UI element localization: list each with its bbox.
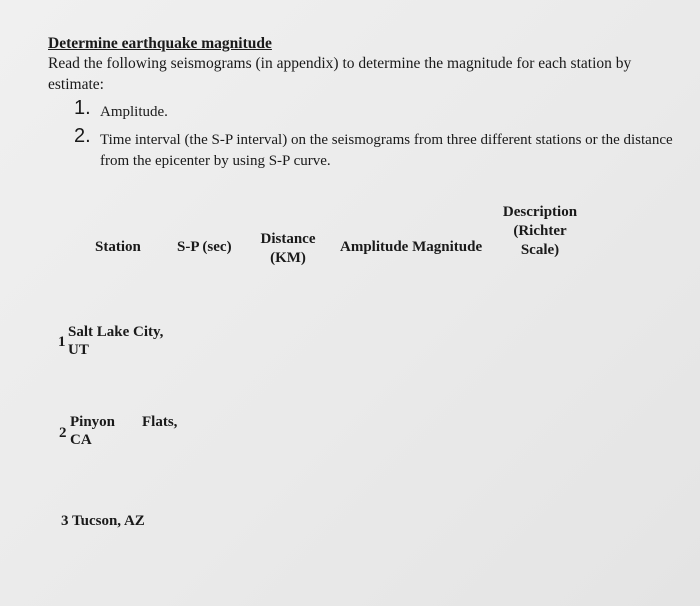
header-amplitude-magnitude: Amplitude Magnitude bbox=[340, 239, 483, 255]
station-pinyon-flats bbox=[70, 413, 210, 449]
station-tucson: 3 Tucson, AZ bbox=[61, 513, 145, 529]
station-name-line2: CA bbox=[70, 432, 92, 448]
station-name-line2: UT bbox=[68, 342, 89, 358]
row-number: 2 bbox=[59, 425, 67, 441]
header-station: Station bbox=[95, 239, 141, 255]
instructions-paragraph: Read the following seismograms (in appendix) to determine the magnitude for each station by estimate: bbox=[48, 55, 632, 93]
station-salt-lake-city bbox=[68, 323, 208, 359]
list-item-time-interval bbox=[74, 125, 674, 176]
header-sp-sec: S-P (sec) bbox=[177, 239, 232, 255]
station-name-part-b: Flats, bbox=[142, 414, 178, 430]
station-name-part-a: Pinyon bbox=[70, 414, 116, 430]
row-number: 1 bbox=[58, 334, 66, 350]
section-heading: Determine earthquake magnitude bbox=[48, 35, 272, 52]
list-number: 1. bbox=[74, 97, 91, 119]
station-name-line1: Salt Lake City, bbox=[68, 324, 164, 340]
header-distance: Distance (KM) bbox=[260, 231, 316, 266]
header-description: Description (Richter Scale) bbox=[502, 204, 578, 258]
list-text: Amplitude. bbox=[100, 104, 168, 120]
list-text: Time interval (the S-P interval) on the seismograms from three different stations or the distance from the epicenter by using S-P curve. bbox=[100, 132, 673, 169]
list-item-amplitude bbox=[74, 97, 674, 126]
list-number: 2. bbox=[74, 125, 91, 147]
